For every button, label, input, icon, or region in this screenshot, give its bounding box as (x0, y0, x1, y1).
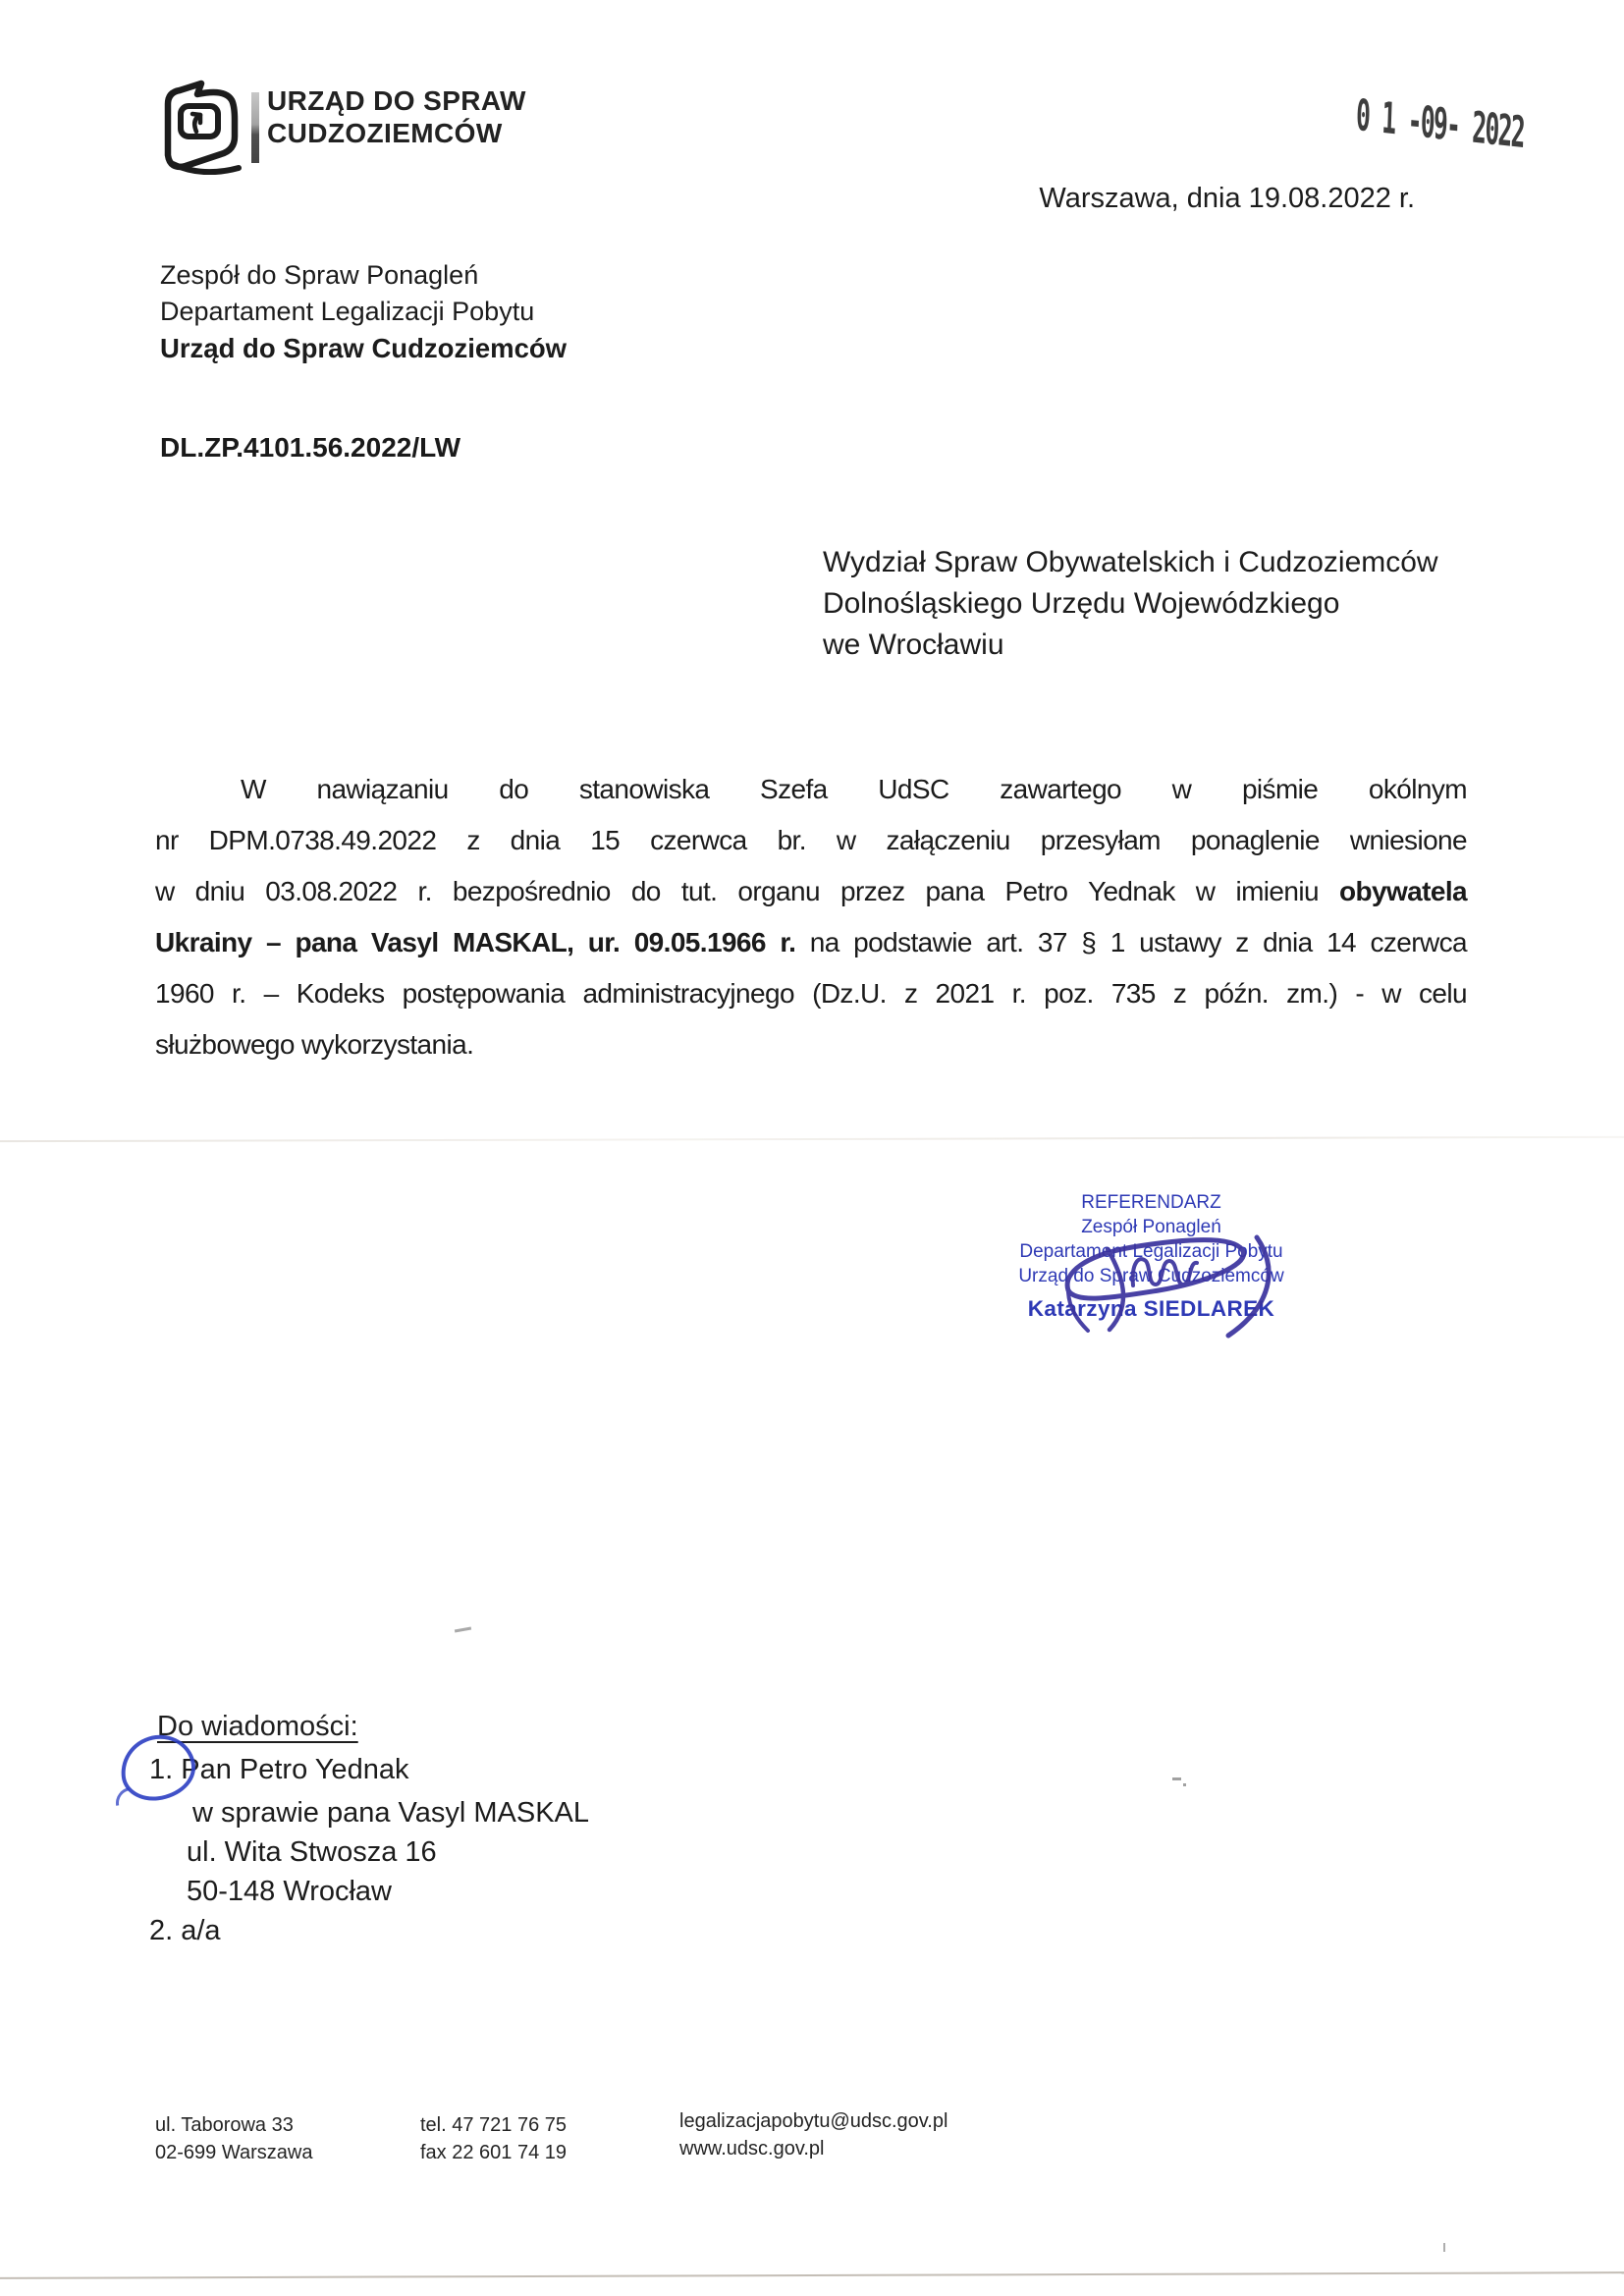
body-line-5: 1960 r. – Kodeks postępowania administracyjnego (Dz.U. z 2021 r. poz. 735 z późn. zm.) - w celu (155, 978, 1467, 1009)
body-line-4: Ukrainy – pana Vasyl MASKAL, ur. 09.05.1966 r. na podstawie art. 37 § 1 ustawy z dnia 14 czerwca (155, 927, 1468, 957)
footer-address (155, 2111, 312, 2166)
received-date-stamp: 0 1 -09- 2022 (1355, 90, 1525, 159)
footer-city: 02-699 Warszawa (155, 2142, 313, 2163)
letter-body (155, 764, 1467, 1070)
footer-website: www.udsc.gov.pl (679, 2138, 825, 2159)
distribution-item-1-number: 1. (149, 1754, 174, 1785)
footer-email: legalizacjapobytu@udsc.gov.pl (679, 2110, 948, 2132)
recipient-block (823, 542, 1438, 666)
scan-artifact-fold-line (0, 1136, 1624, 1142)
distribution-item-2: 2. a/a (149, 1915, 221, 1946)
handwritten-signature (1039, 1231, 1289, 1344)
dateline: Warszawa, dnia 19.08.2022 r. (1039, 183, 1415, 214)
footer-tel: tel. 47 721 76 75 (420, 2114, 568, 2136)
stamp-department: Departament Legalizacji Pobytu (1019, 1241, 1283, 1262)
body-line-6: służbowego wykorzystania. (155, 1029, 474, 1060)
body-line-3: w dniu 03.08.2022 r. bezpośrednio do tut. organu przez pana Petro Yednak w imieniu obywatela (155, 876, 1467, 906)
stamp-title: REFERENDARZ (1081, 1192, 1221, 1213)
stamp-office: Urząd do Spraw Cudzoziemców (1018, 1266, 1284, 1286)
sender-block (160, 257, 567, 366)
logo-wordmark (267, 84, 526, 149)
recipient-line1: Wydział Spraw Obywatelskich i Cudzoziemców (823, 546, 1438, 578)
sender-unit: Zespół do Spraw Ponagleń (160, 260, 479, 290)
body-line-2: nr DPM.0738.49.2022 z dnia 15 czerwca br. w załączeniu przesyłam ponaglenie wniesione (155, 825, 1467, 855)
stamp-unit: Zespół Ponagleń (1081, 1217, 1221, 1237)
distribution-item-1-name: Pan Petro Yednak (181, 1754, 409, 1785)
footer-street: ul. Taborowa 33 (155, 2114, 294, 2136)
footer-web (679, 2107, 947, 2162)
distribution-item-1-street: ul. Wita Stwosza 16 (187, 1836, 437, 1868)
recipient-line2: Dolnośląskiego Urzędu Wojewódzkiego (823, 587, 1340, 620)
scan-artifact-speck (455, 1627, 471, 1633)
reference-number: DL.ZP.4101.56.2022/LW (160, 432, 461, 463)
logo-divider (251, 92, 259, 163)
footer-phones (420, 2111, 567, 2166)
scan-artifact-speck (1172, 1777, 1181, 1780)
sender-office: Urząd do Spraw Cudzoziemców (160, 333, 568, 363)
recipient-line3: we Wrocławiu (823, 629, 1004, 661)
office-for-foreigners-logo-icon (147, 77, 243, 175)
footer-fax: fax 22 601 74 19 (420, 2142, 568, 2163)
body-line-1: W nawiązaniu do stanowiska Szefa UdSC zawartego w piśmie okólnym (241, 774, 1467, 804)
scan-artifact-speck (1183, 1783, 1186, 1786)
logo-line2: CUDZOZIEMCÓW (267, 118, 503, 148)
distribution-item-1-city: 50-148 Wrocław (187, 1876, 393, 1907)
scan-artifact-bottom-edge (0, 2271, 1624, 2279)
stamp-signer-name: Katarzyna SIEDLAREK (1027, 1296, 1275, 1321)
logo-line1: URZĄD DO SPRAW (267, 85, 526, 116)
sender-department: Departament Legalizacji Pobytu (160, 297, 535, 326)
distribution-heading: Do wiadomości: (157, 1711, 358, 1742)
scan-artifact-speck (1443, 2243, 1445, 2252)
distribution-item-1-case: w sprawie pana Vasyl MASKAL (192, 1797, 590, 1829)
